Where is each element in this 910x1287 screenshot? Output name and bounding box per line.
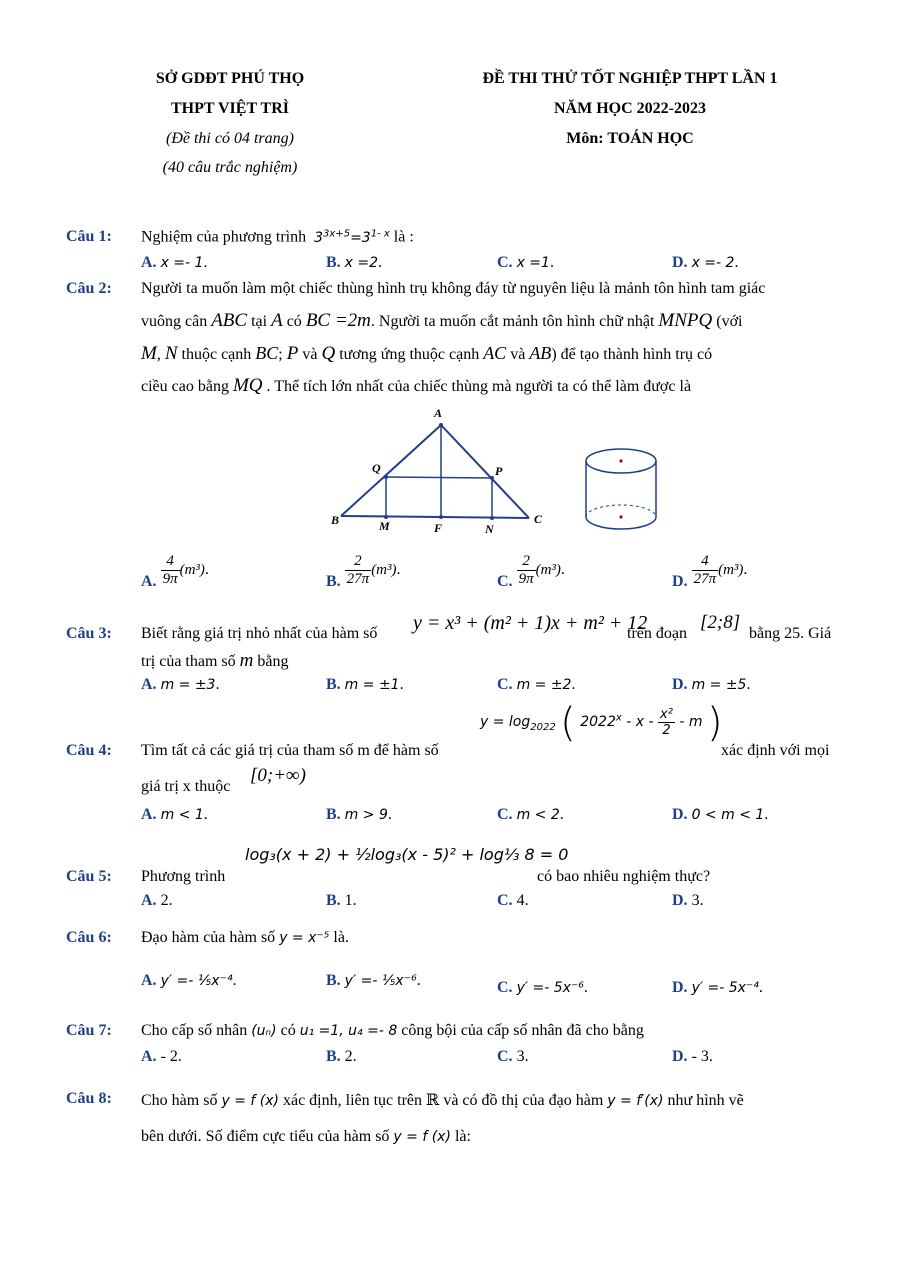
question-text: vuông cân ABC tại A có BC =2m. Người ta muốn cắt mảnh tôn hình chữ nhật MNPQ (với xyxy=(141,310,743,331)
option-d[interactable]: D. - 3. xyxy=(672,1048,713,1065)
option-d[interactable]: D. x =- 2. xyxy=(672,254,739,271)
fig-label-m: M xyxy=(379,519,390,533)
school-year: NĂM HỌC 2022-2023 xyxy=(554,100,706,117)
school-dept: SỞ GDĐT PHÚ THỌ xyxy=(155,70,305,87)
option-c[interactable]: C. 3. xyxy=(497,1048,529,1065)
equation: log₃(x + 2) + ½log₃(x - 5)² + log⅓ 8 = 0 xyxy=(245,845,569,864)
option-d[interactable]: D. 3. xyxy=(672,892,704,909)
question-text: xác định với mọi xyxy=(721,742,830,759)
option-a[interactable]: A. 2. xyxy=(141,892,173,909)
question-text: trị của tham số m bằng xyxy=(141,650,289,671)
option-a[interactable]: A. x =- 1. xyxy=(141,254,208,271)
fig-label-c: C xyxy=(534,512,543,526)
subject: Môn: TOÁN HỌC xyxy=(566,130,694,147)
option-a[interactable]: A. m < 1. xyxy=(141,806,208,823)
question-text: Cho hàm số y = f (x) xác định, liên tục trên ℝ và có đồ thị của đạo hàm y = f′(x) như hình vẽ xyxy=(141,1092,744,1109)
option-a[interactable]: A. $\frac{4}{9\pi}$ (m³). xyxy=(141,553,209,591)
option-c[interactable]: C. m = ±2. xyxy=(497,676,576,693)
option-a[interactable]: A. m = ±3. xyxy=(141,676,220,693)
question-label: Câu 7: xyxy=(66,1022,112,1039)
interval: [2;8] xyxy=(700,612,741,633)
question-label: Câu 3: xyxy=(66,625,112,642)
school-name: THPT VIỆT TRÌ xyxy=(171,100,289,117)
function-formula: y = x³ + (m² + 1)x + m² + 12 xyxy=(413,612,648,634)
interval: [0;+∞) xyxy=(250,765,306,786)
option-d[interactable]: D. y′ =- 5x⁻⁴. xyxy=(672,979,763,996)
exam-title: ĐỀ THI THỬ TỐT NGHIỆP THPT LẦN 1 xyxy=(482,70,778,87)
question-text: giá trị x thuộc xyxy=(141,778,231,795)
option-c[interactable]: C. m < 2. xyxy=(497,806,564,823)
question-label: Câu 5: xyxy=(66,868,112,885)
option-d[interactable]: D. $\frac{4}{27\pi}$ (m³). xyxy=(672,553,748,591)
fig-label-q: Q xyxy=(372,461,381,475)
cylinder-figure xyxy=(578,438,664,534)
question-text: Người ta muốn làm một chiếc thùng hình trụ không đáy từ nguyên liệu là mảnh tôn hình tam giác xyxy=(141,280,766,297)
question-text: Biết rằng giá trị nhỏ nhất của hàm số xyxy=(141,625,378,642)
question-text: trên đoạn xyxy=(627,625,687,642)
option-b[interactable]: B. m = ±1. xyxy=(326,676,404,693)
question-text: M, N thuộc cạnh BC; P và Q tương ứng thuộc cạnh AC và AB) để tạo thành hình trụ có xyxy=(141,343,713,364)
question-label: Câu 8: xyxy=(66,1090,112,1107)
fig-label-p: P xyxy=(495,464,503,478)
option-c[interactable]: C. y′ =- 5x⁻⁶. xyxy=(497,979,588,996)
question-text: Đạo hàm của hàm số y = x⁻⁵ là. xyxy=(141,929,349,946)
option-b[interactable]: B. y′ =- ⅕x⁻⁶. xyxy=(326,972,421,989)
question-text: bên dưới. Số điểm cực tiểu của hàm số y = f (x) là: xyxy=(141,1128,471,1145)
question-label: Câu 1: xyxy=(66,228,112,245)
question-label: Câu 6: xyxy=(66,929,112,946)
question-text: bằng 25. Giá xyxy=(749,625,832,642)
fig-label-n: N xyxy=(485,522,494,536)
option-b[interactable]: B. 1. xyxy=(326,892,357,909)
option-b[interactable]: B. x =2. xyxy=(326,254,383,271)
question-text: Phương trình xyxy=(141,868,226,885)
fig-label-f: F xyxy=(434,521,443,535)
option-a[interactable]: A. - 2. xyxy=(141,1048,182,1065)
page-count: (Đề thi có 04 trang) xyxy=(166,130,294,147)
option-c[interactable]: C. $\frac{2}{9\pi}$ (m³). xyxy=(497,553,565,591)
question-text: Cho cấp số nhân (uₙ) có u₁ =1, u₄ =- 8 công bội của cấp số nhân đã cho bằng xyxy=(141,1022,644,1039)
option-d[interactable]: D. m = ±5. xyxy=(672,676,751,693)
triangle-figure xyxy=(320,400,560,540)
question-text: có bao nhiêu nghiệm thực? xyxy=(537,868,711,885)
option-c[interactable]: C. x =1. xyxy=(497,254,554,271)
option-c[interactable]: C. 4. xyxy=(497,892,529,909)
question-label: Câu 2: xyxy=(66,280,112,297)
option-d[interactable]: D. 0 < m < 1. xyxy=(672,806,769,823)
fig-label-a: A xyxy=(434,406,443,420)
option-b[interactable]: B. $\frac{2}{27\pi}$ (m³). xyxy=(326,553,401,591)
option-a[interactable]: A. y′ =- ⅕x⁻⁴. xyxy=(141,972,237,989)
question-count: (40 câu trắc nghiệm) xyxy=(162,159,298,176)
log-function: $y = \log_{2022}$ ( 2022$^x$ - x - $\frac{\text{x²}}{2}$ - m ) xyxy=(480,700,723,746)
question-text: Nghiệm của phương trình $3^{3x+5}=3^{1- x}$ là : xyxy=(141,228,414,246)
question-text: Tìm tất cả các giá trị của tham số m để hàm số xyxy=(141,742,439,759)
option-b[interactable]: B. m > 9. xyxy=(326,806,392,823)
question-label: Câu 4: xyxy=(66,742,112,759)
option-b[interactable]: B. 2. xyxy=(326,1048,357,1065)
question-text: ciều cao bằng MQ . Thể tích lớn nhất của chiếc thùng mà người ta có thể làm được là xyxy=(141,375,692,396)
fig-label-b: B xyxy=(331,513,340,527)
